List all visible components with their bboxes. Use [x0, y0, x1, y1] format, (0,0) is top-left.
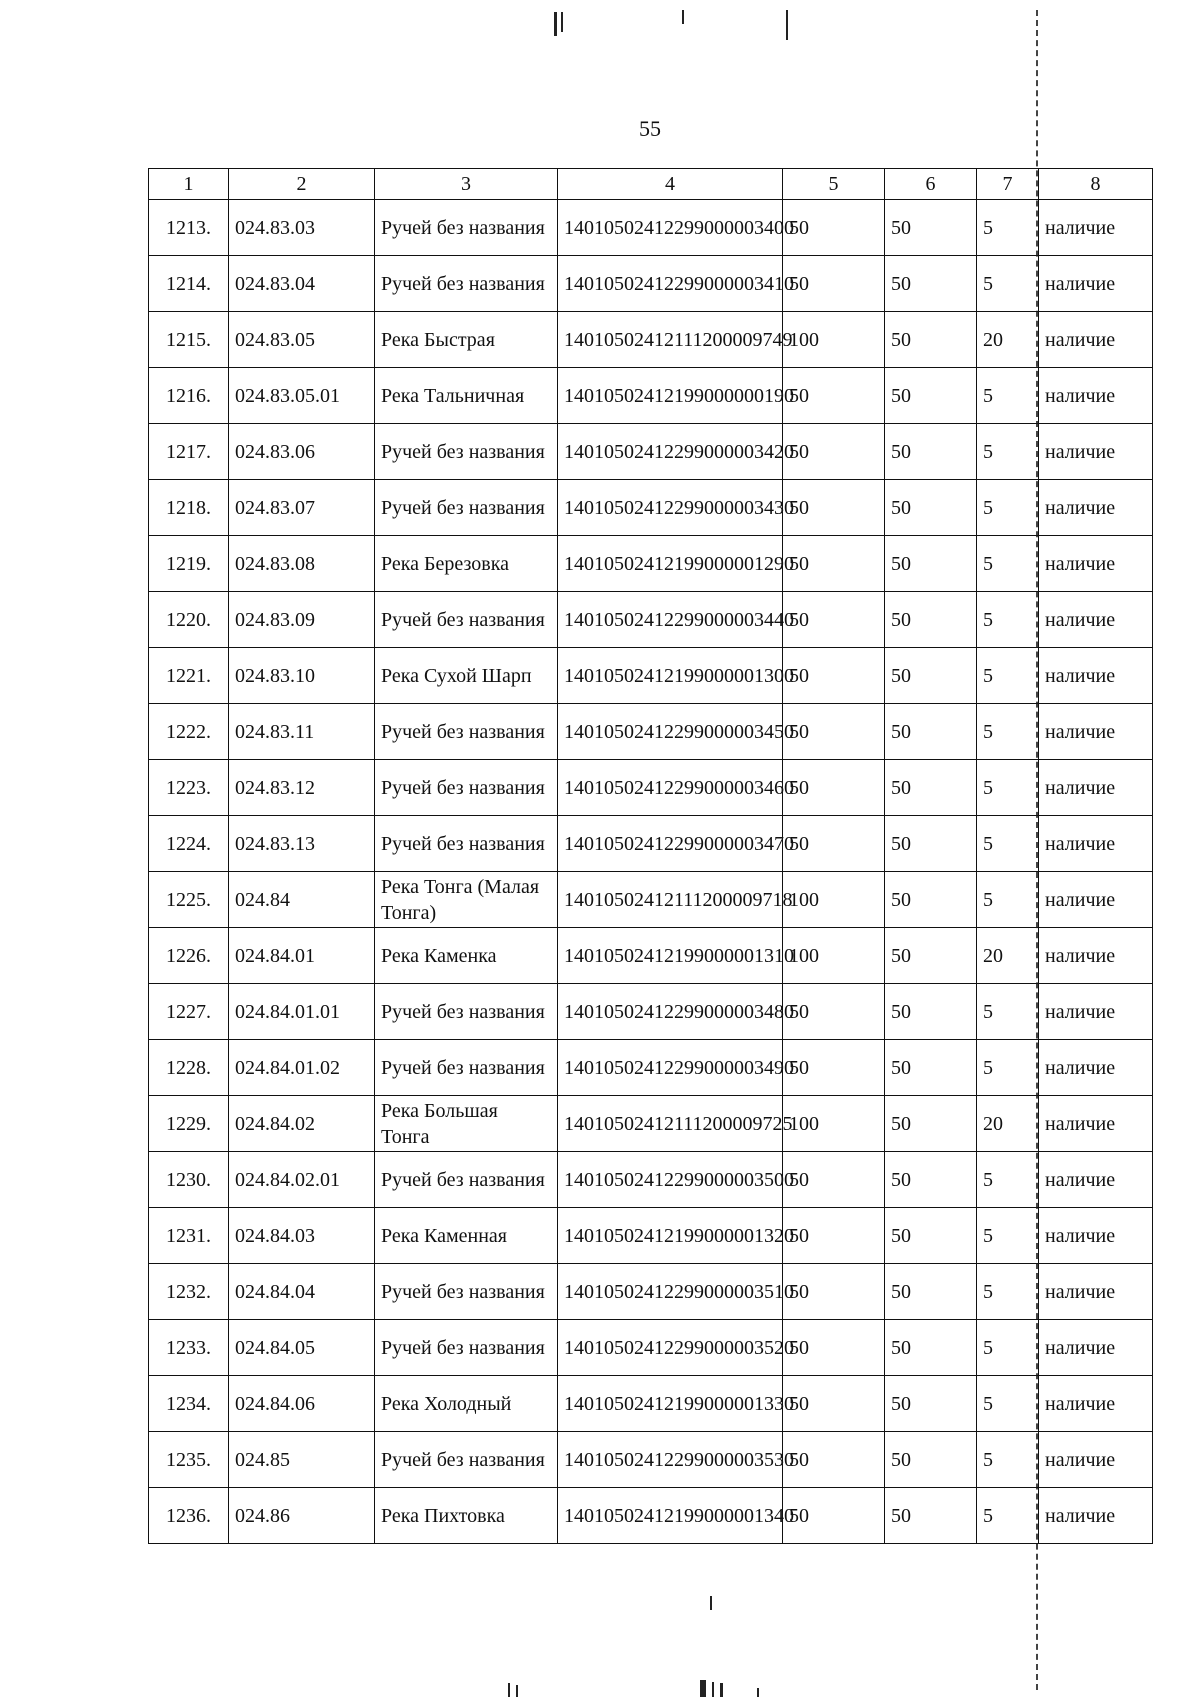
- registry-id: 14010502412111200009725: [558, 1096, 783, 1152]
- status-cell: наличие: [1039, 648, 1153, 704]
- registry-id: 14010502412199000001340: [558, 1488, 783, 1544]
- status-cell: наличие: [1039, 480, 1153, 536]
- value-col-7: 5: [977, 816, 1039, 872]
- row-number: 1220.: [149, 592, 229, 648]
- table-row: [149, 984, 1153, 1040]
- value-col-6: 50: [885, 1264, 977, 1320]
- value-col-5: 50: [783, 648, 885, 704]
- registry-id: 14010502412199000001330: [558, 1376, 783, 1432]
- row-number: 1230.: [149, 1152, 229, 1208]
- water-body-code: 024.83.12: [229, 760, 375, 816]
- value-col-5: 50: [783, 424, 885, 480]
- status-cell: наличие: [1039, 816, 1153, 872]
- row-number: 1225.: [149, 872, 229, 928]
- page-number: 55: [639, 116, 661, 141]
- row-number: 1231.: [149, 1208, 229, 1264]
- status-cell: наличие: [1039, 200, 1153, 256]
- water-body-code: 024.83.11: [229, 704, 375, 760]
- water-body-code: 024.84.05: [229, 1320, 375, 1376]
- value-col-7: 5: [977, 200, 1039, 256]
- water-body-name: Ручей без названия: [375, 1152, 558, 1208]
- water-body-name: Ручей без названия: [375, 256, 558, 312]
- value-col-7: 20: [977, 1096, 1039, 1152]
- value-col-6: 50: [885, 648, 977, 704]
- value-col-5: 100: [783, 872, 885, 928]
- registry-id: 14010502412299000003450: [558, 704, 783, 760]
- row-number: 1214.: [149, 256, 229, 312]
- water-body-name: Река Тонга (Малая Тонга): [375, 872, 558, 928]
- column-header: 4: [558, 169, 783, 200]
- water-body-name: Река Березовка: [375, 536, 558, 592]
- value-col-7: 5: [977, 480, 1039, 536]
- scan-mark: [720, 1683, 723, 1697]
- value-col-6: 50: [885, 1208, 977, 1264]
- water-body-name: Река Каменная: [375, 1208, 558, 1264]
- value-col-6: 50: [885, 704, 977, 760]
- row-number: 1213.: [149, 200, 229, 256]
- column-header: 5: [783, 169, 885, 200]
- table-row: [149, 592, 1153, 648]
- row-number: 1219.: [149, 536, 229, 592]
- value-col-5: 50: [783, 592, 885, 648]
- value-col-5: 50: [783, 480, 885, 536]
- registry-id: 14010502412199000001320: [558, 1208, 783, 1264]
- water-body-name: Ручей без названия: [375, 480, 558, 536]
- water-body-code: 024.84.02.01: [229, 1152, 375, 1208]
- registry-id: 14010502412299000003510: [558, 1264, 783, 1320]
- registry-id: 14010502412299000003410: [558, 256, 783, 312]
- registry-id: 14010502412199000001290: [558, 536, 783, 592]
- value-col-6: 50: [885, 312, 977, 368]
- water-body-name: Ручей без названия: [375, 760, 558, 816]
- row-number: 1236.: [149, 1488, 229, 1544]
- table-row: [149, 424, 1153, 480]
- value-col-5: 50: [783, 1432, 885, 1488]
- scan-mark: [516, 1685, 518, 1697]
- water-body-code: 024.83.04: [229, 256, 375, 312]
- status-cell: наличие: [1039, 1432, 1153, 1488]
- water-body-code: 024.84.01.02: [229, 1040, 375, 1096]
- water-body-code: 024.84.01: [229, 928, 375, 984]
- water-body-code: 024.83.13: [229, 816, 375, 872]
- registry-id: 14010502412299000003400: [558, 200, 783, 256]
- registry-id: 14010502412299000003480: [558, 984, 783, 1040]
- status-cell: наличие: [1039, 1320, 1153, 1376]
- value-col-5: 50: [783, 200, 885, 256]
- value-col-6: 50: [885, 1432, 977, 1488]
- table-row: [149, 1264, 1153, 1320]
- registry-id: 14010502412299000003470: [558, 816, 783, 872]
- value-col-5: 50: [783, 1152, 885, 1208]
- registry-id: 14010502412299000003420: [558, 424, 783, 480]
- value-col-7: 5: [977, 424, 1039, 480]
- status-cell: наличие: [1039, 1152, 1153, 1208]
- column-header: 3: [375, 169, 558, 200]
- value-col-7: 5: [977, 984, 1039, 1040]
- value-col-5: 100: [783, 1096, 885, 1152]
- registry-id: 14010502412299000003460: [558, 760, 783, 816]
- water-body-code: 024.83.03: [229, 200, 375, 256]
- row-number: 1221.: [149, 648, 229, 704]
- column-header: 7: [977, 169, 1039, 200]
- water-body-name: Ручей без названия: [375, 704, 558, 760]
- value-col-6: 50: [885, 984, 977, 1040]
- value-col-7: 5: [977, 1320, 1039, 1376]
- value-col-5: 50: [783, 256, 885, 312]
- row-number: 1224.: [149, 816, 229, 872]
- row-number: 1233.: [149, 1320, 229, 1376]
- water-body-name: Река Быстрая: [375, 312, 558, 368]
- row-number: 1218.: [149, 480, 229, 536]
- value-col-5: 50: [783, 760, 885, 816]
- registry-id: 14010502412199000000190: [558, 368, 783, 424]
- value-col-7: 20: [977, 312, 1039, 368]
- water-body-code: 024.83.06: [229, 424, 375, 480]
- registry-id: 14010502412199000001310: [558, 928, 783, 984]
- water-body-code: 024.84.03: [229, 1208, 375, 1264]
- value-col-7: 5: [977, 1376, 1039, 1432]
- value-col-7: 5: [977, 536, 1039, 592]
- water-body-name: Ручей без названия: [375, 1432, 558, 1488]
- water-body-name: Ручей без названия: [375, 1264, 558, 1320]
- water-body-code: 024.83.09: [229, 592, 375, 648]
- value-col-5: 50: [783, 1264, 885, 1320]
- value-col-5: 50: [783, 816, 885, 872]
- status-cell: наличие: [1039, 312, 1153, 368]
- value-col-5: 50: [783, 1040, 885, 1096]
- value-col-6: 50: [885, 1320, 977, 1376]
- value-col-7: 5: [977, 1432, 1039, 1488]
- status-cell: наличие: [1039, 424, 1153, 480]
- table-row: [149, 536, 1153, 592]
- water-body-name: Ручей без названия: [375, 984, 558, 1040]
- status-cell: наличие: [1039, 872, 1153, 928]
- scan-mark: [712, 1682, 714, 1697]
- water-body-name: Река Большая Тонга: [375, 1096, 558, 1152]
- status-cell: наличие: [1039, 1096, 1153, 1152]
- water-body-code: 024.85: [229, 1432, 375, 1488]
- status-cell: наличие: [1039, 1488, 1153, 1544]
- value-col-5: 100: [783, 928, 885, 984]
- row-number: 1232.: [149, 1264, 229, 1320]
- scan-mark: [682, 10, 684, 24]
- value-col-5: 50: [783, 984, 885, 1040]
- water-body-code: 024.84.04: [229, 1264, 375, 1320]
- row-number: 1227.: [149, 984, 229, 1040]
- table-row: [149, 648, 1153, 704]
- value-col-7: 5: [977, 1040, 1039, 1096]
- value-col-5: 50: [783, 368, 885, 424]
- scan-mark: [757, 1688, 759, 1697]
- value-col-6: 50: [885, 368, 977, 424]
- row-number: 1215.: [149, 312, 229, 368]
- value-col-7: 5: [977, 368, 1039, 424]
- registry-id: 14010502412111200009718: [558, 872, 783, 928]
- value-col-6: 50: [885, 256, 977, 312]
- water-body-code: 024.83.07: [229, 480, 375, 536]
- water-body-name: Река Холодный: [375, 1376, 558, 1432]
- value-col-7: 5: [977, 1488, 1039, 1544]
- table-row: [149, 256, 1153, 312]
- status-cell: наличие: [1039, 704, 1153, 760]
- value-col-7: 5: [977, 872, 1039, 928]
- registry-id: 14010502412299000003430: [558, 480, 783, 536]
- water-body-code: 024.84: [229, 872, 375, 928]
- value-col-7: 20: [977, 928, 1039, 984]
- water-body-code: 024.83.08: [229, 536, 375, 592]
- row-number: 1226.: [149, 928, 229, 984]
- status-cell: наличие: [1039, 1040, 1153, 1096]
- value-col-7: 5: [977, 592, 1039, 648]
- water-body-name: Ручей без названия: [375, 424, 558, 480]
- row-number: 1223.: [149, 760, 229, 816]
- table-row: [149, 368, 1153, 424]
- value-col-5: 50: [783, 1376, 885, 1432]
- value-col-6: 50: [885, 592, 977, 648]
- value-col-5: 50: [783, 536, 885, 592]
- row-number: 1229.: [149, 1096, 229, 1152]
- status-cell: наличие: [1039, 368, 1153, 424]
- status-cell: наличие: [1039, 760, 1153, 816]
- table-row: [149, 1320, 1153, 1376]
- registry-id: 14010502412299000003440: [558, 592, 783, 648]
- status-cell: наличие: [1039, 1264, 1153, 1320]
- row-number: 1228.: [149, 1040, 229, 1096]
- status-cell: наличие: [1039, 592, 1153, 648]
- value-col-6: 50: [885, 1488, 977, 1544]
- table-row: [149, 200, 1153, 256]
- registry-id: 14010502412299000003520: [558, 1320, 783, 1376]
- water-body-name: Река Тальничная: [375, 368, 558, 424]
- water-body-name: Ручей без названия: [375, 816, 558, 872]
- value-col-7: 5: [977, 648, 1039, 704]
- table-row: [149, 1488, 1153, 1544]
- status-cell: наличие: [1039, 256, 1153, 312]
- table-row: [149, 816, 1153, 872]
- water-body-code: 024.83.10: [229, 648, 375, 704]
- water-body-name: Ручей без названия: [375, 1040, 558, 1096]
- scan-mark: [561, 12, 563, 32]
- column-header: 2: [229, 169, 375, 200]
- scan-mark: [700, 1680, 706, 1697]
- value-col-6: 50: [885, 928, 977, 984]
- column-header: 6: [885, 169, 977, 200]
- registry-id: 14010502412199000001300: [558, 648, 783, 704]
- table-row: [149, 1040, 1153, 1096]
- status-cell: наличие: [1039, 1376, 1153, 1432]
- row-number: 1222.: [149, 704, 229, 760]
- table-row: [149, 928, 1153, 984]
- value-col-6: 50: [885, 760, 977, 816]
- water-body-name: Река Сухой Шарп: [375, 648, 558, 704]
- value-col-6: 50: [885, 872, 977, 928]
- value-col-5: 50: [783, 1208, 885, 1264]
- status-cell: наличие: [1039, 928, 1153, 984]
- scan-mark: [508, 1683, 510, 1697]
- value-col-7: 5: [977, 1152, 1039, 1208]
- water-bodies-table: [148, 168, 1153, 1544]
- value-col-7: 5: [977, 1208, 1039, 1264]
- water-body-code: 024.86: [229, 1488, 375, 1544]
- registry-id: 14010502412111200009749: [558, 312, 783, 368]
- table-row: [149, 480, 1153, 536]
- value-col-6: 50: [885, 1376, 977, 1432]
- row-number: 1235.: [149, 1432, 229, 1488]
- value-col-6: 50: [885, 536, 977, 592]
- table-row: [149, 1208, 1153, 1264]
- table-row: [149, 1152, 1153, 1208]
- scan-mark: [710, 1596, 712, 1610]
- value-col-5: 50: [783, 1320, 885, 1376]
- water-body-name: Ручей без названия: [375, 200, 558, 256]
- value-col-6: 50: [885, 424, 977, 480]
- water-body-code: 024.84.02: [229, 1096, 375, 1152]
- status-cell: наличие: [1039, 536, 1153, 592]
- column-header: 8: [1039, 169, 1153, 200]
- value-col-7: 5: [977, 704, 1039, 760]
- table-row: [149, 1376, 1153, 1432]
- value-col-7: 5: [977, 760, 1039, 816]
- water-body-name: Река Каменка: [375, 928, 558, 984]
- table-row: [149, 704, 1153, 760]
- value-col-5: 100: [783, 312, 885, 368]
- value-col-6: 50: [885, 1040, 977, 1096]
- table-row: [149, 872, 1153, 928]
- registry-id: 14010502412299000003530: [558, 1432, 783, 1488]
- status-cell: наличие: [1039, 1208, 1153, 1264]
- value-col-7: 5: [977, 256, 1039, 312]
- scan-mark: [554, 12, 557, 36]
- value-col-5: 50: [783, 704, 885, 760]
- table-row: [149, 760, 1153, 816]
- status-cell: наличие: [1039, 984, 1153, 1040]
- value-col-7: 5: [977, 1264, 1039, 1320]
- value-col-6: 50: [885, 1152, 977, 1208]
- water-body-code: 024.84.06: [229, 1376, 375, 1432]
- value-col-5: 50: [783, 1488, 885, 1544]
- table-row: [149, 312, 1153, 368]
- value-col-6: 50: [885, 480, 977, 536]
- water-body-code: 024.83.05.01: [229, 368, 375, 424]
- row-number: 1217.: [149, 424, 229, 480]
- value-col-6: 50: [885, 816, 977, 872]
- column-header: 1: [149, 169, 229, 200]
- water-body-name: Ручей без названия: [375, 592, 558, 648]
- table-row: [149, 1432, 1153, 1488]
- water-body-name: Ручей без названия: [375, 1320, 558, 1376]
- scan-mark: [786, 10, 788, 40]
- row-number: 1234.: [149, 1376, 229, 1432]
- water-body-code: 024.84.01.01: [229, 984, 375, 1040]
- water-body-code: 024.83.05: [229, 312, 375, 368]
- value-col-6: 50: [885, 200, 977, 256]
- registry-id: 14010502412299000003500: [558, 1152, 783, 1208]
- table-header-row: [149, 169, 1153, 200]
- table-row: [149, 1096, 1153, 1152]
- water-body-name: Река Пихтовка: [375, 1488, 558, 1544]
- row-number: 1216.: [149, 368, 229, 424]
- registry-id: 14010502412299000003490: [558, 1040, 783, 1096]
- value-col-6: 50: [885, 1096, 977, 1152]
